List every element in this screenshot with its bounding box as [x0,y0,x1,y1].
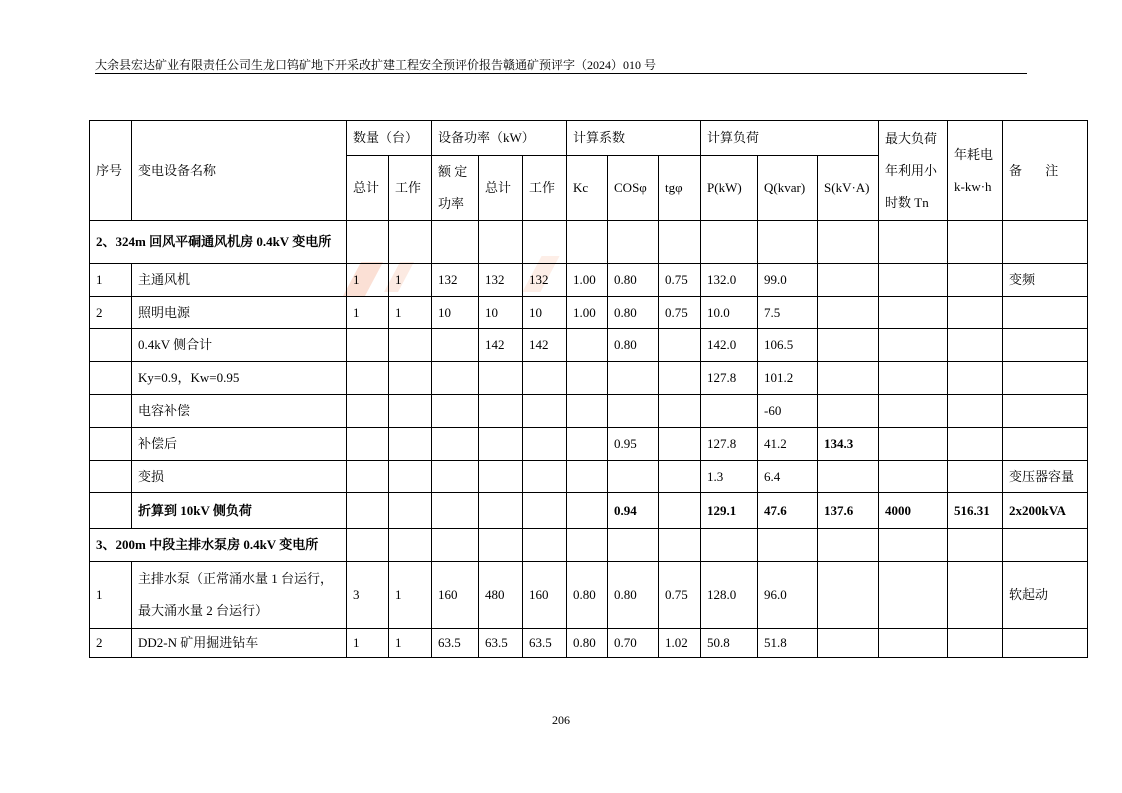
cell-rated-power [432,221,479,264]
cell-tg-phi [659,493,701,529]
cell-equipment-name: 主通风机 [132,264,347,297]
cell-quantity-total [347,362,389,395]
cell-quantity-total [347,461,389,493]
cell-index [90,395,132,428]
cell-kc [567,529,608,562]
cell-equipment-name: 变损 [132,461,347,493]
header-cos-phi: COSφ [608,156,659,221]
cell-q-kvar: 99.0 [758,264,818,297]
cell-power-working [523,529,567,562]
cell-index [90,493,132,529]
cell-cos-phi [608,221,659,264]
cell-annual-consumption [948,562,1003,629]
cell-rated-power [432,362,479,395]
cell-annual-consumption [948,461,1003,493]
cell-quantity-total: 1 [347,629,389,658]
cell-p-kw: 127.8 [701,362,758,395]
cell-index: 1 [90,264,132,297]
cell-power-total: 63.5 [479,629,523,658]
cell-rated-power [432,461,479,493]
cell-s-kva [818,264,879,297]
cell-q-kvar: -60 [758,395,818,428]
cell-power-total [479,461,523,493]
cell-p-kw: 129.1 [701,493,758,529]
header-row-main [90,121,1088,156]
header-quantity-working: 工作 [389,156,432,221]
header-power-working: 工作 [523,156,567,221]
cell-quantity-working [389,428,432,461]
cell-quantity-working: 1 [389,297,432,329]
cell-equipment-name: Ky=0.9，Kw=0.95 [132,362,347,395]
cell-power-working [523,362,567,395]
cell-tg-phi [659,362,701,395]
load-calculation-table [89,120,1088,658]
cell-kc: 0.80 [567,629,608,658]
table-row [90,329,1088,362]
cell-rated-power [432,395,479,428]
cell-quantity-working [389,395,432,428]
cell-quantity-working [389,493,432,529]
cell-tg-phi [659,221,701,264]
cell-annual-consumption: 516.31 [948,493,1003,529]
header-calculated-load: 计算负荷 [701,121,879,156]
cell-cos-phi [608,461,659,493]
cell-remarks [1003,362,1088,395]
cell-p-kw [701,529,758,562]
cell-power-total [479,493,523,529]
cell-tg-phi: 0.75 [659,297,701,329]
table-row [90,428,1088,461]
cell-equipment-name: 折算到 10kV 侧负荷 [132,493,347,529]
cell-power-working [523,461,567,493]
cell-kc [567,461,608,493]
header-quantity-total: 总计 [347,156,389,221]
cell-remarks [1003,395,1088,428]
cell-tg-phi: 0.75 [659,562,701,629]
cell-annual-consumption [948,529,1003,562]
cell-remarks [1003,329,1088,362]
cell-power-total: 132 [479,264,523,297]
cell-power-working [523,493,567,529]
header-q-kvar: Q(kvar) [758,156,818,221]
cell-kc [567,428,608,461]
cell-index [90,329,132,362]
header-s-kva: S(kV·A) [818,156,879,221]
cell-s-kva [818,329,879,362]
cell-max-load-hours [879,362,948,395]
cell-q-kvar: 96.0 [758,562,818,629]
cell-remarks [1003,428,1088,461]
cell-s-kva: 137.6 [818,493,879,529]
cell-p-kw: 127.8 [701,428,758,461]
cell-power-working [523,428,567,461]
cell-quantity-working [389,329,432,362]
cell-cos-phi: 0.80 [608,264,659,297]
table-row [90,395,1088,428]
cell-p-kw: 10.0 [701,297,758,329]
cell-max-load-hours [879,329,948,362]
table-row [90,297,1088,329]
cell-kc [567,329,608,362]
header-annual-consumption: 年耗电 k-kw·h [948,121,1003,221]
cell-quantity-total: 1 [347,297,389,329]
cell-equipment-name: 补偿后 [132,428,347,461]
cell-annual-consumption [948,221,1003,264]
header-equipment-name: 变电设备名称 [132,121,347,221]
cell-s-kva [818,562,879,629]
table-row [90,629,1088,658]
cell-rated-power [432,493,479,529]
cell-tg-phi [659,529,701,562]
cell-p-kw: 142.0 [701,329,758,362]
cell-power-working: 132 [523,264,567,297]
cell-q-kvar: 51.8 [758,629,818,658]
table-row [90,493,1088,529]
cell-kc [567,493,608,529]
cell-q-kvar: 7.5 [758,297,818,329]
cell-cos-phi: 0.70 [608,629,659,658]
cell-tg-phi: 1.02 [659,629,701,658]
cell-remarks: 变频 [1003,264,1088,297]
cell-q-kvar [758,529,818,562]
cell-quantity-total: 3 [347,562,389,629]
cell-max-load-hours [879,395,948,428]
cell-remarks [1003,529,1088,562]
cell-tg-phi [659,395,701,428]
cell-kc: 1.00 [567,297,608,329]
cell-remarks: 软起动 [1003,562,1088,629]
cell-remarks: 2x200kVA [1003,493,1088,529]
cell-max-load-hours [879,529,948,562]
cell-kc: 1.00 [567,264,608,297]
cell-cos-phi [608,529,659,562]
cell-cos-phi: 0.80 [608,329,659,362]
cell-tg-phi [659,329,701,362]
cell-power-total [479,529,523,562]
cell-quantity-working: 1 [389,264,432,297]
cell-max-load-hours [879,461,948,493]
cell-q-kvar: 6.4 [758,461,818,493]
cell-quantity-working: 1 [389,562,432,629]
cell-p-kw: 50.8 [701,629,758,658]
cell-p-kw: 128.0 [701,562,758,629]
cell-power-working [523,221,567,264]
cell-q-kvar [758,221,818,264]
table-row [90,461,1088,493]
cell-quantity-working [389,529,432,562]
cell-annual-consumption [948,329,1003,362]
cell-s-kva [818,461,879,493]
section-row [90,221,1088,264]
cell-quantity-total [347,529,389,562]
header-divider [95,73,1027,74]
cell-quantity-working [389,221,432,264]
cell-kc [567,221,608,264]
cell-p-kw [701,395,758,428]
table-header [90,121,1088,221]
cell-s-kva [818,362,879,395]
cell-power-total: 480 [479,562,523,629]
header-rated-power: 额 定 功率 [432,156,479,221]
cell-rated-power: 63.5 [432,629,479,658]
cell-power-working: 160 [523,562,567,629]
table-row [90,562,1088,629]
cell-power-total [479,428,523,461]
cell-rated-power: 10 [432,297,479,329]
cell-cos-phi: 0.80 [608,562,659,629]
cell-quantity-working [389,461,432,493]
cell-power-working: 142 [523,329,567,362]
cell-equipment-name: 照明电源 [132,297,347,329]
cell-remarks: 变压器容量 [1003,461,1088,493]
cell-annual-consumption [948,362,1003,395]
table-body [90,221,1088,658]
cell-rated-power [432,529,479,562]
section-title: 3、200m 中段主排水泵房 0.4kV 变电所 [90,529,347,562]
cell-tg-phi [659,428,701,461]
cell-power-total [479,395,523,428]
cell-max-load-hours [879,428,948,461]
cell-max-load-hours [879,629,948,658]
section-title: 2、324m 回风平硐通风机房 0.4kV 变电所 [90,221,347,264]
cell-tg-phi [659,461,701,493]
header-max-load-hours: 最大负荷 年利用小 时数 Tn [879,121,948,221]
cell-max-load-hours [879,297,948,329]
cell-cos-phi [608,395,659,428]
cell-quantity-total [347,221,389,264]
table-row [90,264,1088,297]
header-tg-phi: tgφ [659,156,701,221]
cell-power-working: 63.5 [523,629,567,658]
cell-max-load-hours [879,264,948,297]
cell-power-working [523,395,567,428]
cell-power-working: 10 [523,297,567,329]
cell-kc [567,362,608,395]
cell-cos-phi: 0.80 [608,297,659,329]
cell-index [90,362,132,395]
header-p-kw: P(kW) [701,156,758,221]
cell-q-kvar: 47.6 [758,493,818,529]
table-row [90,362,1088,395]
header-quantity: 数量（台） [347,121,432,156]
cell-rated-power: 132 [432,264,479,297]
cell-equipment-name: 主排水泵（正常涌水量 1 台运行， 最大涌水量 2 台运行） [132,562,347,629]
cell-index: 1 [90,562,132,629]
cell-annual-consumption [948,428,1003,461]
header-kc: Kc [567,156,608,221]
cell-quantity-working: 1 [389,629,432,658]
cell-power-total [479,362,523,395]
document-header-title: 大余县宏达矿业有限责任公司生龙口钨矿地下开采改扩建工程安全预评价报告赣通矿预评字（2024）010 号 [95,58,657,72]
cell-equipment-name: 0.4kV 侧合计 [132,329,347,362]
cell-tg-phi: 0.75 [659,264,701,297]
cell-cos-phi [608,362,659,395]
header-equipment-power: 设备功率（kW） [432,121,567,156]
cell-s-kva: 134.3 [818,428,879,461]
cell-quantity-total [347,428,389,461]
cell-power-total: 10 [479,297,523,329]
cell-annual-consumption [948,264,1003,297]
cell-rated-power: 160 [432,562,479,629]
cell-annual-consumption [948,395,1003,428]
cell-p-kw [701,221,758,264]
cell-equipment-name: DD2-N 矿用掘进钻车 [132,629,347,658]
cell-remarks [1003,629,1088,658]
cell-s-kva [818,395,879,428]
cell-remarks [1003,221,1088,264]
cell-p-kw: 132.0 [701,264,758,297]
header-power-total: 总计 [479,156,523,221]
cell-q-kvar: 41.2 [758,428,818,461]
cell-kc [567,395,608,428]
cell-quantity-total [347,493,389,529]
cell-index: 2 [90,629,132,658]
section-row [90,529,1088,562]
header-coefficients: 计算系数 [567,121,701,156]
cell-q-kvar: 101.2 [758,362,818,395]
cell-index [90,461,132,493]
cell-annual-consumption [948,629,1003,658]
cell-cos-phi: 0.94 [608,493,659,529]
cell-quantity-total [347,329,389,362]
cell-p-kw: 1.3 [701,461,758,493]
cell-quantity-total: 1 [347,264,389,297]
cell-s-kva [818,221,879,264]
cell-s-kva [818,629,879,658]
cell-power-total: 142 [479,329,523,362]
page-number: 206 [552,713,570,727]
cell-annual-consumption [948,297,1003,329]
cell-index: 2 [90,297,132,329]
header-index: 序号 [90,121,132,221]
cell-quantity-working [389,362,432,395]
cell-cos-phi: 0.95 [608,428,659,461]
cell-rated-power [432,428,479,461]
cell-power-total [479,221,523,264]
cell-equipment-name: 电容补偿 [132,395,347,428]
cell-rated-power [432,329,479,362]
cell-remarks [1003,297,1088,329]
cell-q-kvar: 106.5 [758,329,818,362]
cell-quantity-total [347,395,389,428]
cell-s-kva [818,297,879,329]
cell-s-kva [818,529,879,562]
cell-index [90,428,132,461]
cell-max-load-hours: 4000 [879,493,948,529]
header-remarks: 备 注 [1003,121,1088,221]
cell-max-load-hours [879,562,948,629]
cell-kc: 0.80 [567,562,608,629]
cell-max-load-hours [879,221,948,264]
